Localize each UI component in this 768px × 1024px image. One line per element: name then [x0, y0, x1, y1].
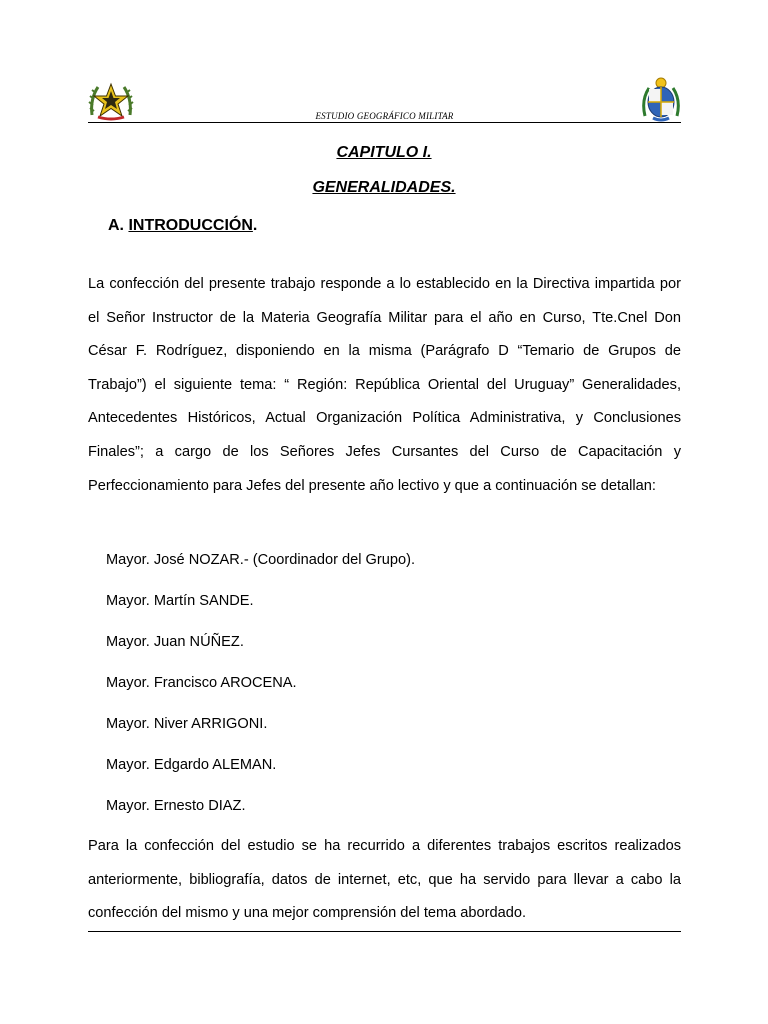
list-item: Mayor. Francisco AROCENA. — [106, 675, 297, 691]
list-item: Mayor. Martín SANDE. — [106, 593, 254, 609]
list-item: Mayor. Juan NÚÑEZ. — [106, 634, 244, 650]
members-list — [106, 544, 415, 831]
section-title: INTRODUCCIÓN — [128, 217, 253, 234]
uruguay-coat-of-arms-icon — [641, 76, 681, 122]
intro-paragraph: La confección del presente trabajo responde a lo establecido en la Directiva impartida por el Señor Instructor de la Materia Geografía Militar para el año en Curso, Tte.Cnel Don César F. Rodríguez, disponiendo en la misma (Parágrafo D “Temario de Grupos de Trabajo”) el siguiente tema: “ Región: República Oriental del Uruguay” Generalidades, Antecedentes Históricos, Actual Organización Política Administrativa, y Conclusiones Finales”; a cargo de los Señores Jefes Cursantes del Curso de Capacitación y Perfeccionamiento para Jefes del presente año lectivo y que a continuación se detallan: — [88, 276, 681, 494]
header-title: ESTUDIO GEOGRÁFICO MILITAR — [315, 111, 454, 121]
list-item: Mayor. José NOZAR.- (Coordinador del Grupo). — [106, 552, 416, 568]
list-item: Mayor. Niver ARRIGONI. — [106, 716, 268, 732]
section-letter: A. — [108, 217, 124, 234]
list-item: Mayor. Edgardo ALEMAN. — [106, 757, 277, 773]
footer-divider — [88, 931, 681, 932]
chapter-number: CAPITULO I. — [336, 144, 432, 161]
section-suffix: . — [252, 217, 258, 234]
section-heading — [108, 217, 257, 235]
chapter-title: GENERALIDADES. — [312, 179, 456, 196]
list-item: Mayor. Ernesto DIAZ. — [106, 798, 246, 814]
page-header — [88, 76, 681, 123]
closing-paragraph: Para la confección del estudio se ha recurrido a diferentes trabajos escritos realizados anteriormente, bibliografía, datos de internet, etc, que ha servido para llevar a cabo la confección del mismo y una mejor comprensión del tema abordado. — [88, 838, 681, 922]
